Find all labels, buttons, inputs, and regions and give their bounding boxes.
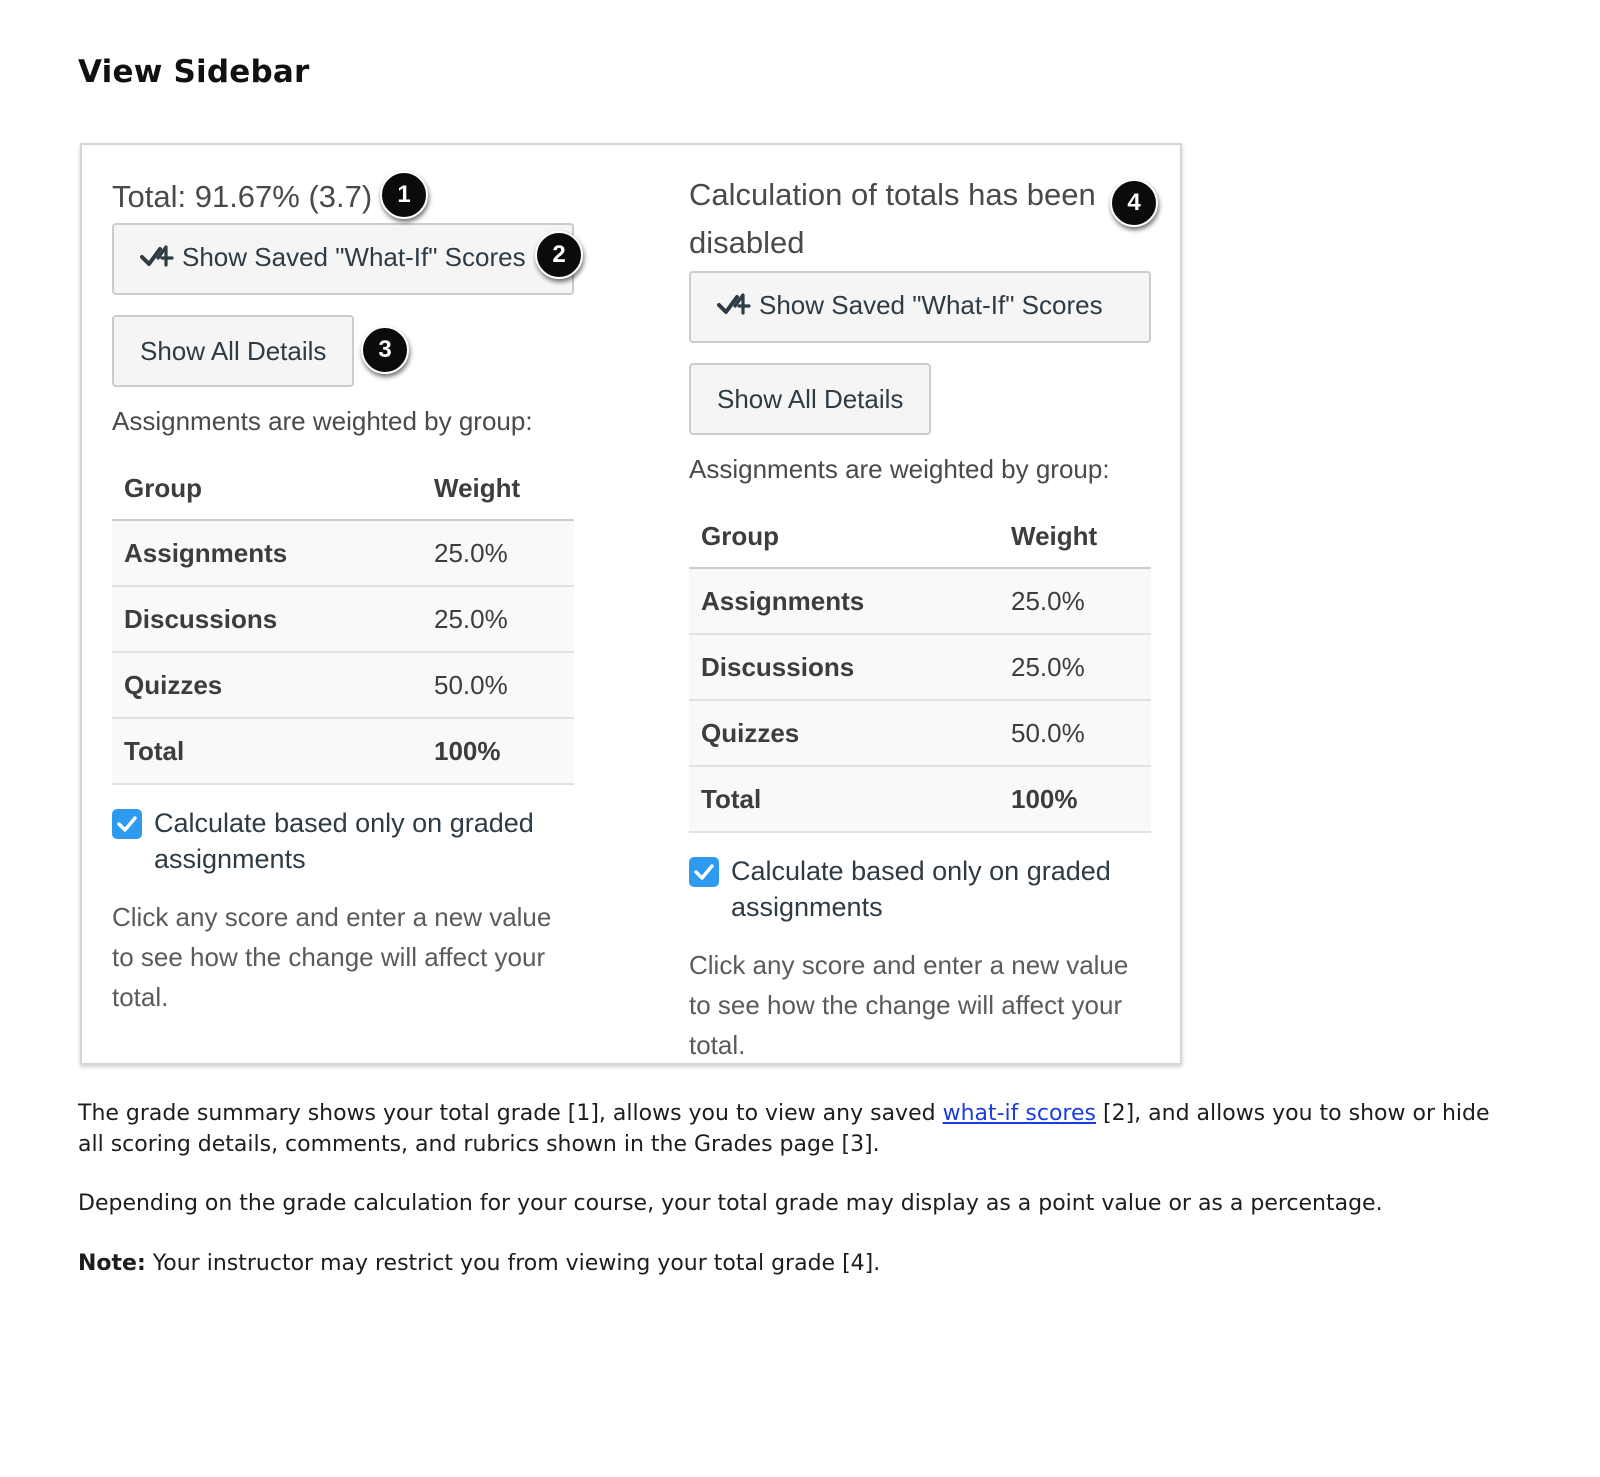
weights-table — [112, 457, 574, 785]
group-cell: Assignments — [112, 520, 422, 586]
what-if-button-label: Show Saved "What-If" Scores — [759, 290, 1103, 321]
weight-cell: 50.0% — [422, 652, 574, 718]
weights-table — [689, 505, 1151, 833]
table-row-total — [689, 766, 1151, 832]
weight-cell: 25.0% — [422, 586, 574, 652]
totals-disabled-message: Calculation of totals has been disabled — [689, 177, 1096, 260]
description-text: [2], and allows you to show or hide all scoring details, comments, and rubrics shown in the Grades page [3]. — [78, 1101, 1490, 1157]
group-cell: Quizzes — [689, 700, 999, 766]
weighted-caption: Assignments are weighted by group: — [112, 406, 533, 436]
table-row — [689, 700, 1151, 766]
group-cell: Discussions — [689, 634, 999, 700]
table-row — [689, 634, 1151, 700]
total-grade: Total: 91.67% (3.7) — [112, 179, 373, 214]
table-header-row — [689, 505, 1151, 568]
description-paragraph-2: Depending on the grade calculation for your course, your total grade may display as a point value or as a percentage. — [78, 1191, 1383, 1216]
what-if-button-label: Show Saved "What-If" Scores — [182, 242, 526, 273]
checkmark-icon — [694, 864, 714, 880]
what-if-help-text: Click any score and enter a new value to see how the change will affect your total. — [112, 902, 552, 1012]
column-header-weight: Weight — [999, 505, 1151, 568]
description-text: The grade summary shows your total grade [1], allows you to view any saved — [78, 1101, 943, 1126]
graded-only-option — [112, 805, 574, 877]
note-text: Your instructor may restrict you from viewing your total grade [4]. — [145, 1251, 881, 1276]
weighted-caption: Assignments are weighted by group: — [689, 454, 1110, 484]
show-saved-what-if-scores-button[interactable] — [112, 223, 574, 295]
sidebar-screenshot — [80, 143, 1182, 1065]
weight-cell: 100% — [999, 766, 1151, 832]
callout-badge-4: 4 — [1110, 179, 1158, 227]
grade-summary-panel-disabled — [689, 171, 1151, 1065]
group-cell: Discussions — [112, 586, 422, 652]
group-cell: Quizzes — [112, 652, 422, 718]
table-header-row — [112, 457, 574, 520]
graded-only-label: Calculate based only on graded assignments — [731, 856, 1111, 922]
weight-cell: 25.0% — [422, 520, 574, 586]
graded-only-checkbox[interactable] — [689, 857, 719, 887]
note-paragraph — [78, 1248, 1518, 1279]
show-all-details-button[interactable]: Show All Details — [112, 315, 354, 387]
table-row — [112, 586, 574, 652]
graded-only-label: Calculate based only on graded assignments — [154, 808, 534, 874]
description-paragraph-1 — [78, 1098, 1518, 1160]
column-header-weight: Weight — [422, 457, 574, 520]
show-saved-what-if-scores-button[interactable] — [689, 271, 1151, 343]
group-cell: Assignments — [689, 568, 999, 634]
weight-cell: 100% — [422, 718, 574, 784]
column-header-group: Group — [112, 457, 422, 520]
page-title: View Sidebar — [78, 54, 310, 90]
graded-only-checkbox[interactable] — [112, 809, 142, 839]
group-cell: Total — [112, 718, 422, 784]
table-row — [112, 520, 574, 586]
weight-cell: 25.0% — [999, 568, 1151, 634]
note-label: Note: — [78, 1251, 146, 1276]
weight-cell: 50.0% — [999, 700, 1151, 766]
grade-summary-panel-enabled — [112, 175, 574, 1017]
what-if-checkmark-icon — [140, 243, 174, 276]
weight-cell: 25.0% — [999, 634, 1151, 700]
column-header-group: Group — [689, 505, 999, 568]
table-row — [112, 652, 574, 718]
show-all-details-button[interactable]: Show All Details — [689, 363, 931, 435]
callout-badge-3: 3 — [361, 326, 409, 374]
callout-badge-2: 2 — [535, 231, 583, 279]
graded-only-option — [689, 853, 1151, 925]
what-if-scores-link[interactable]: what-if scores — [942, 1101, 1096, 1126]
table-row — [689, 568, 1151, 634]
table-row-total — [112, 718, 574, 784]
what-if-checkmark-icon — [717, 291, 751, 324]
what-if-help-text: Click any score and enter a new value to see how the change will affect your total. — [689, 950, 1129, 1060]
callout-badge-1: 1 — [380, 171, 428, 219]
checkmark-icon — [117, 816, 137, 832]
group-cell: Total — [689, 766, 999, 832]
